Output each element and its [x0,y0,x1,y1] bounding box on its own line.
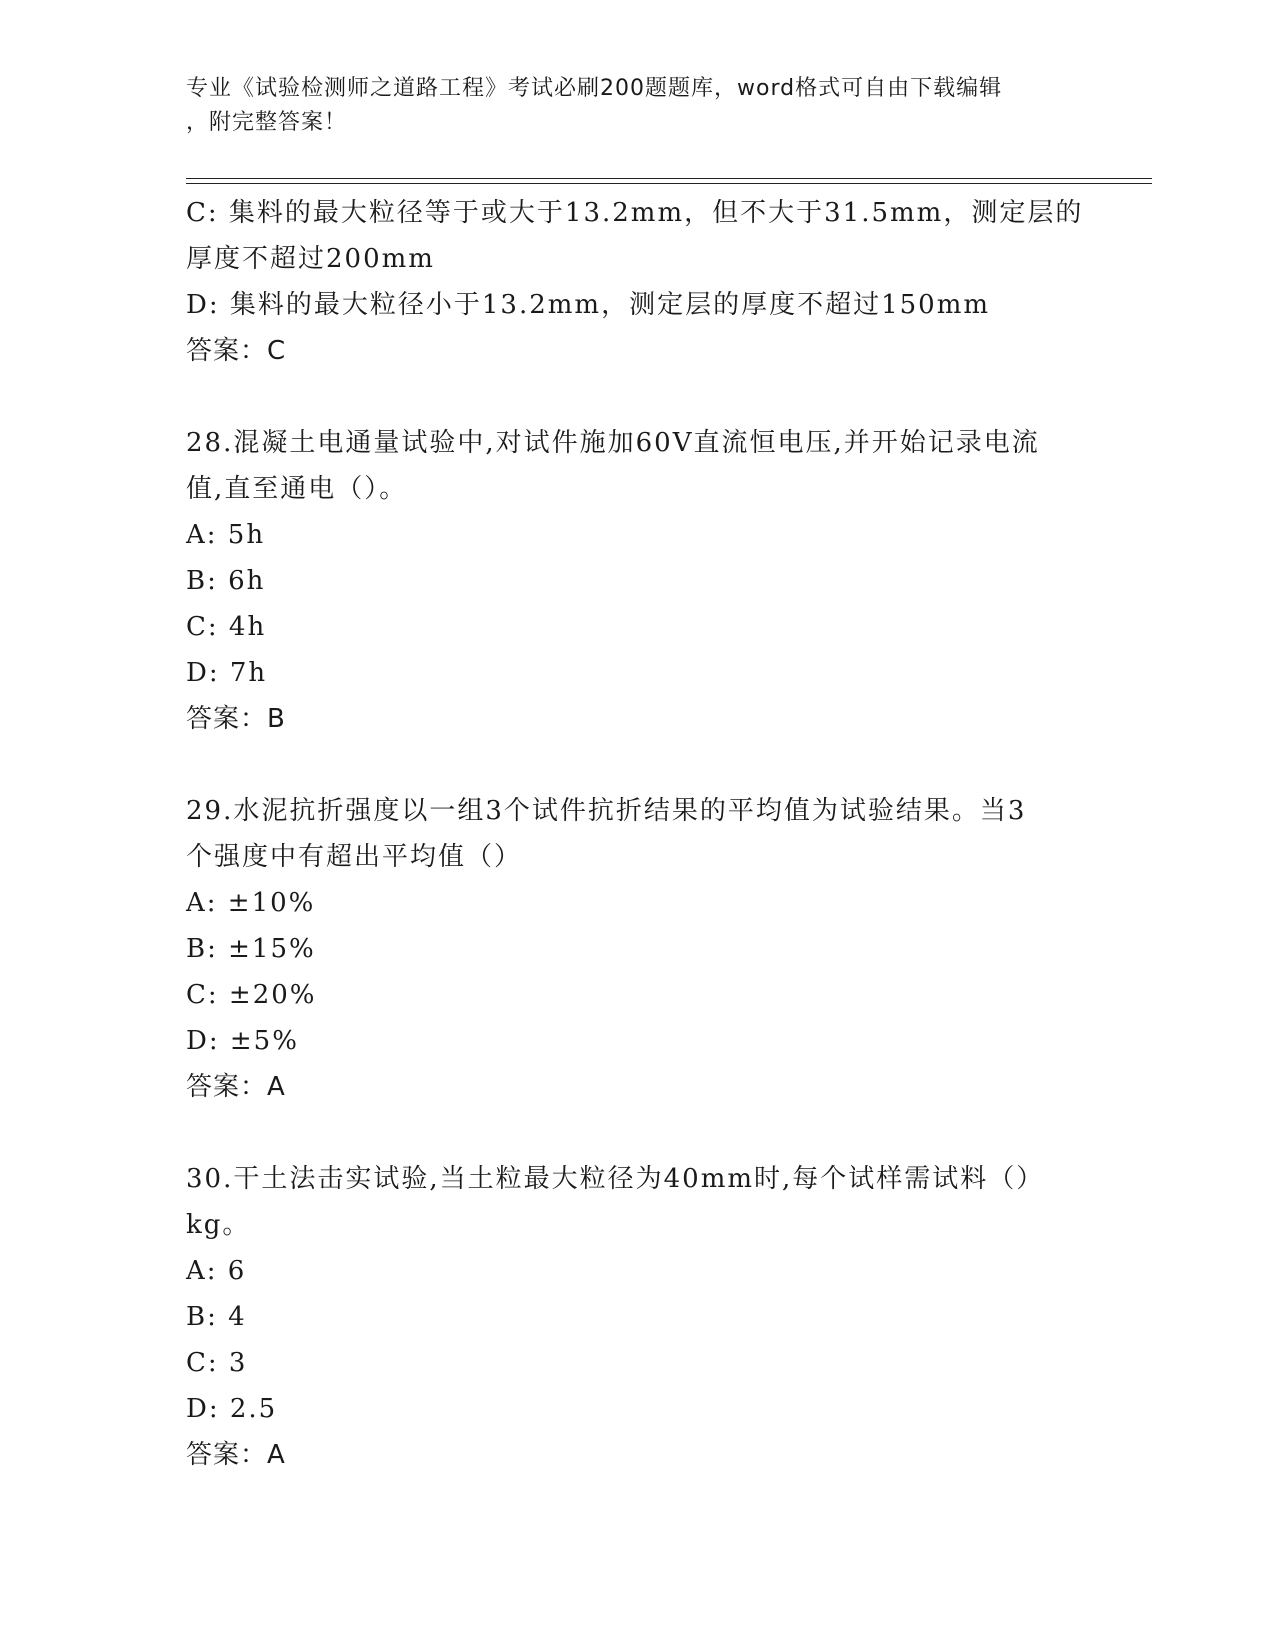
question-stem-line2: 个强度中有超出平均值（） [186,842,523,872]
question-block-29 [186,788,1086,1110]
question-stem-line2: kg。 [186,1210,251,1240]
option-d: D: ±5% [186,1026,299,1056]
document-header [186,72,1066,140]
answer-line: 答案：C [186,336,287,366]
option-a: A: 6 [186,1256,247,1286]
question-list [186,190,1086,1478]
option-d: D: 集料的最大粒径小于13.2mm，测定层的厚度不超过150mm [186,290,991,320]
option-b: B: ±15% [186,934,316,964]
header-divider-top [186,178,1152,179]
header-title-line1: 专业《试验检测师之道路工程》考试必刷200题题库，word格式可自由下载编辑 [186,76,1003,101]
question-stem-line1: 30.干土法击实试验,当土粒最大粒径为40mm时,每个试样需试料（） [186,1164,1045,1194]
option-c: C: 3 [186,1348,248,1378]
option-a: A: 5h [186,520,266,550]
option-c: C: ±20% [186,980,317,1010]
option-b: B: 4 [186,1302,247,1332]
answer-line: 答案：A [186,1440,286,1470]
option-c: C: 4h [186,612,267,642]
answer-line: 答案：A [186,1072,286,1102]
option-c-line2: 厚度不超过200mm [186,244,435,274]
option-c-line1: C: 集料的最大粒径等于或大于13.2mm，但不大于31.5mm，测定层的 [186,198,1084,228]
question-block-30 [186,1156,1086,1478]
option-a: A: ±10% [186,888,316,918]
spacer [186,742,1086,788]
question-stem-line2: 值,直至通电（）。 [186,474,408,504]
question-stem-line1: 29.水泥抗折强度以一组3个试件抗折结果的平均值为试验结果。当3 [186,796,1027,826]
option-d: D: 2.5 [186,1394,278,1424]
header-divider-bottom [186,183,1152,184]
header-title-line2: ，附完整答案！ [186,110,348,135]
question-block-28 [186,420,1086,742]
option-d: D: 7h [186,658,268,688]
answer-line: 答案：B [186,704,286,734]
question-stem-line1: 28.混凝土电通量试验中,对试件施加60V直流恒电压,并开始记录电流 [186,428,1040,458]
option-b: B: 6h [186,566,266,596]
question-block-prev [186,190,1086,374]
spacer [186,374,1086,420]
spacer [186,1110,1086,1156]
